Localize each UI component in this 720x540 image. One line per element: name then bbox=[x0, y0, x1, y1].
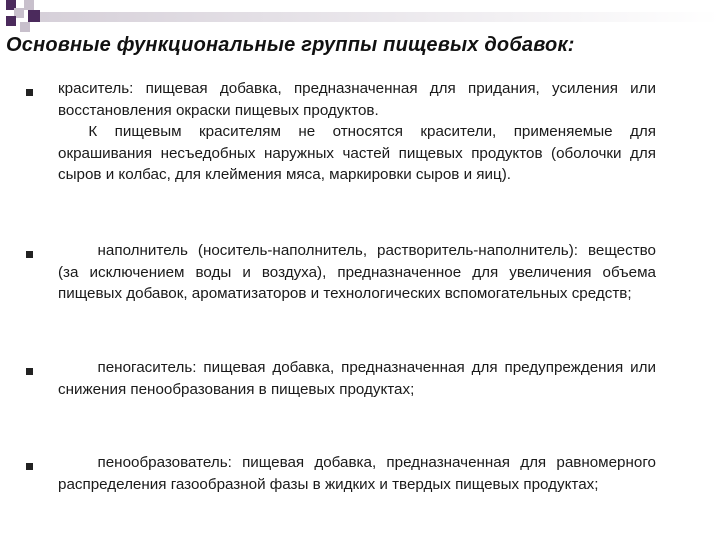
deco-square bbox=[6, 16, 16, 26]
item-text: : пищевая добавка, предназначенная для равномерного распределения газообразной фазы в жидких и твердых пищевых продуктах; bbox=[58, 454, 656, 493]
list-item bbox=[58, 240, 656, 305]
page-title: Основные функциональные группы пищевых добавок: bbox=[6, 34, 575, 56]
bullet-icon bbox=[26, 463, 33, 470]
bullet-icon bbox=[26, 251, 33, 258]
deco-square bbox=[20, 22, 30, 32]
list-item bbox=[58, 78, 656, 186]
item-text: : вещество (за исключением воды и воздуха), предназначенное для увеличения объема пищевых добавок, ароматизаторов и технологических вспомогательных средств; bbox=[58, 242, 656, 303]
header-bar bbox=[40, 12, 720, 22]
list-item bbox=[58, 357, 656, 400]
item-text: : пищевая добавка, предназначенная для предупреждения или снижения пенообразования в пищевых продуктах; bbox=[58, 359, 656, 398]
item-term: наполнитель (носитель-наполнитель, растворитель-наполнитель) bbox=[97, 242, 574, 259]
deco-square bbox=[28, 10, 40, 22]
item-note: К пищевым красителям не относятся красители, применяемые для окрашивания несъедобных наружных частей пищевых продуктов (оболочки для сыров и колбас, для клеймения мяса, маркировки сыров и яиц). bbox=[58, 123, 656, 184]
item-term: краситель bbox=[58, 80, 130, 97]
bullet-icon bbox=[26, 89, 33, 96]
item-term: пеногаситель bbox=[97, 359, 193, 376]
bullet-icon bbox=[26, 368, 33, 375]
list-item bbox=[58, 452, 656, 495]
deco-square bbox=[24, 0, 34, 10]
item-term: пенообразователь bbox=[97, 454, 228, 471]
item-text: : пищевая добавка, предназначенная для придания, усиления или восстановления окраски пищевых продуктов. bbox=[58, 80, 656, 119]
